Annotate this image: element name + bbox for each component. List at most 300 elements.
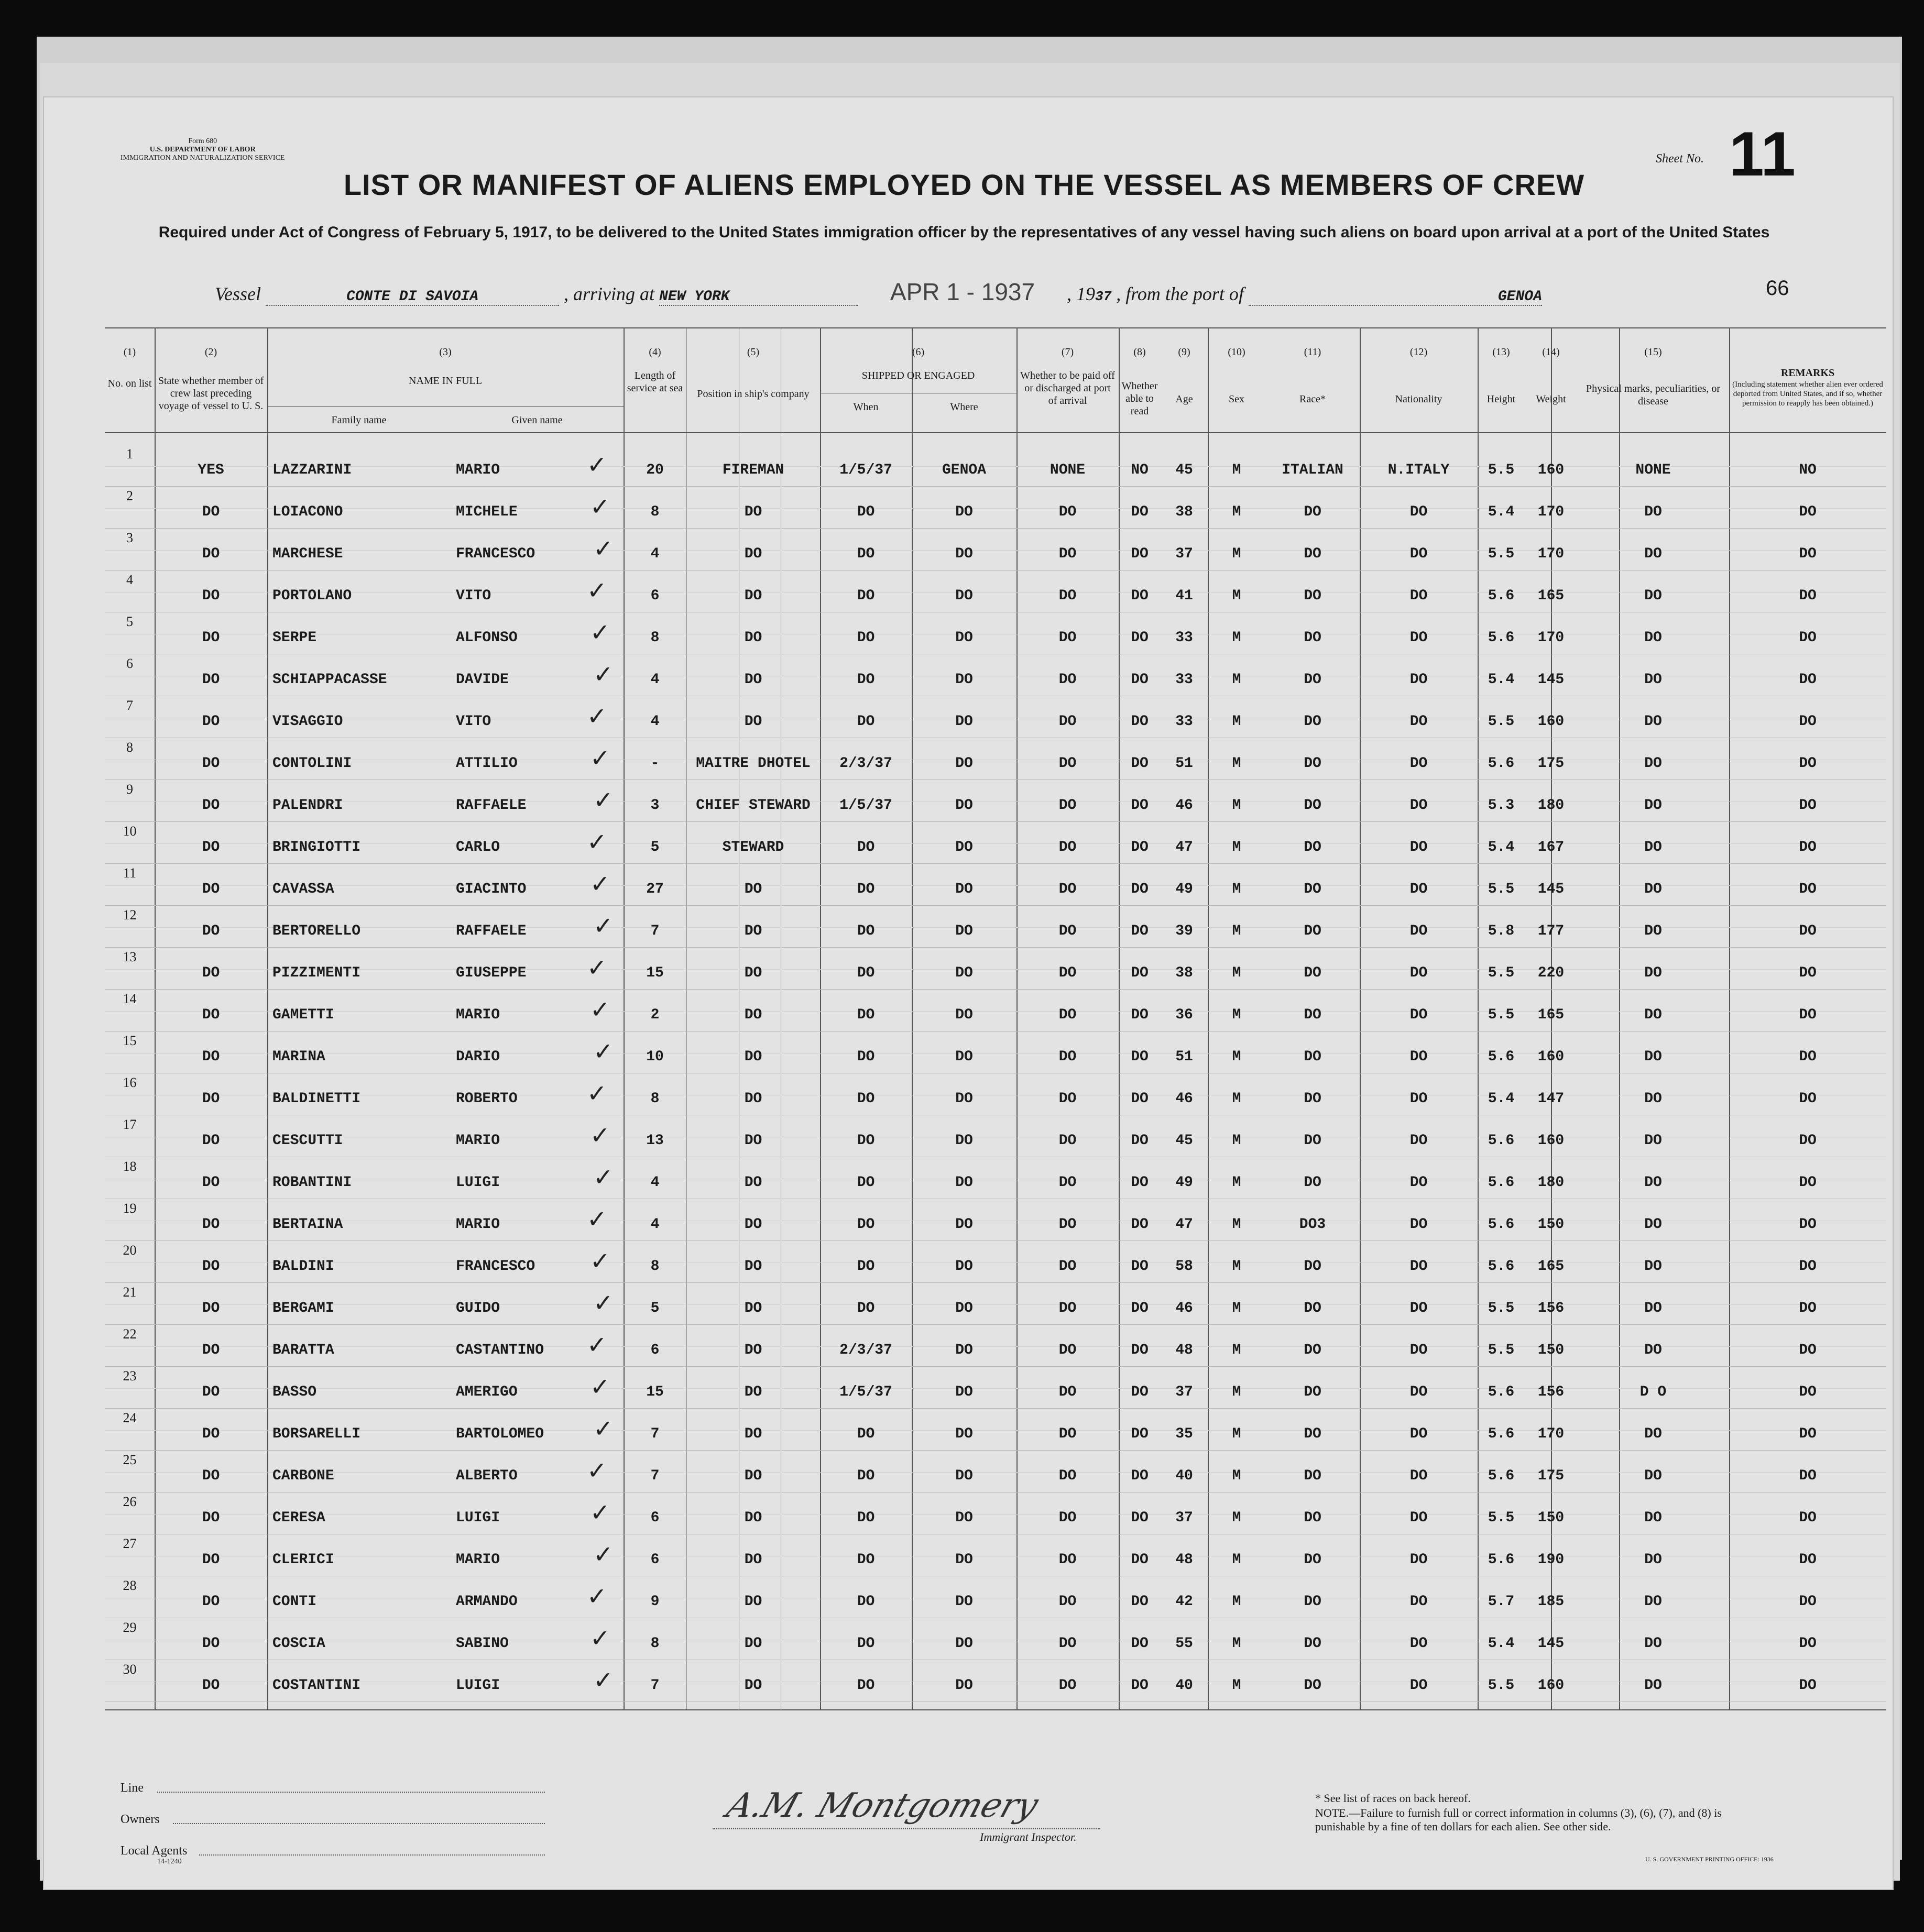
cell-prev: DO xyxy=(202,1594,220,1610)
cell-race: DO xyxy=(1304,546,1321,562)
cell-wt: 170 xyxy=(1537,630,1565,646)
cell-nat: DO xyxy=(1409,1216,1428,1233)
cell-pos: MAITRE DHOTEL xyxy=(696,755,811,772)
cell-paid: DO xyxy=(1058,1510,1077,1526)
cell-nat: DO xyxy=(1409,1091,1428,1107)
cell-rem: DO xyxy=(1799,713,1817,730)
cell-ht: 5.4 xyxy=(1488,672,1515,688)
cell-ht: 5.6 xyxy=(1488,1216,1515,1233)
cell-wt: 160 xyxy=(1537,1677,1565,1694)
header-col11-text: Race* xyxy=(1299,393,1326,405)
cell-race: ITALIAN xyxy=(1282,462,1343,478)
cell-given: VITO xyxy=(456,588,491,604)
cell-len: 7 xyxy=(650,1468,660,1484)
cell-family: LAZZARINI xyxy=(272,462,352,478)
cell-age: 49 xyxy=(1175,881,1193,897)
year-label: , 19 xyxy=(1067,283,1095,304)
check-mark-icon: ✓ xyxy=(593,1666,614,1694)
cell-age: 46 xyxy=(1175,1300,1193,1316)
cell-when: DO xyxy=(857,1594,875,1610)
cell-rem: DO xyxy=(1799,1300,1817,1316)
cell-sex: M xyxy=(1232,1594,1241,1610)
cell-paid: DO xyxy=(1058,1552,1077,1568)
cell-race: DO xyxy=(1304,839,1321,855)
cell-race: DO xyxy=(1304,1091,1321,1107)
header-col6-num: (6) xyxy=(912,346,925,358)
cell-marks: DO xyxy=(1644,965,1662,981)
row-number: 25 xyxy=(123,1452,137,1467)
cell-pos: DO xyxy=(744,881,762,897)
cell-marks: DO xyxy=(1644,588,1662,604)
cell-age: 45 xyxy=(1175,462,1193,478)
cell-prev: DO xyxy=(202,630,220,646)
cell-read: DO xyxy=(1131,546,1149,562)
cell-paid: DO xyxy=(1058,755,1077,772)
cell-wt: 170 xyxy=(1537,546,1565,562)
cell-prev: DO xyxy=(202,1468,220,1484)
cell-wt: 177 xyxy=(1537,923,1565,939)
row-number: 4 xyxy=(126,572,133,587)
cell-when: DO xyxy=(857,839,875,855)
cell-ht: 5.5 xyxy=(1488,965,1515,981)
cell-where: DO xyxy=(955,1216,973,1233)
cell-family: BALDINETTI xyxy=(272,1091,361,1107)
cell-where: DO xyxy=(955,1300,973,1316)
cell-nat: DO xyxy=(1409,1007,1428,1023)
check-mark-icon: ✓ xyxy=(593,534,614,563)
cell-rem: DO xyxy=(1799,1091,1817,1107)
header-col3-num: (3) xyxy=(439,346,452,358)
cell-wt: 180 xyxy=(1537,797,1565,814)
cell-where: DO xyxy=(955,546,973,562)
cell-sex: M xyxy=(1232,1677,1241,1694)
check-mark-icon: ✓ xyxy=(593,660,614,688)
cell-rem: NO xyxy=(1799,462,1817,478)
cell-nat: DO xyxy=(1409,1133,1428,1149)
cell-race: DO xyxy=(1304,1677,1321,1694)
cell-rem: DO xyxy=(1799,504,1817,520)
cell-wt: 145 xyxy=(1537,881,1565,897)
cell-prev: DO xyxy=(202,1007,220,1023)
cell-sex: M xyxy=(1232,588,1241,604)
cell-where: DO xyxy=(955,1635,973,1652)
cell-where: DO xyxy=(955,1007,973,1023)
cell-marks: DO xyxy=(1644,1174,1662,1191)
cell-rem: DO xyxy=(1799,1049,1817,1065)
cell-len: 6 xyxy=(650,1510,660,1526)
cell-nat: DO xyxy=(1409,1510,1428,1526)
column-rule xyxy=(267,327,268,1710)
cell-when: DO xyxy=(857,1510,875,1526)
cell-paid: DO xyxy=(1058,1049,1077,1065)
cell-when: DO xyxy=(857,1216,875,1233)
row-rule xyxy=(105,989,1886,990)
row-number: 29 xyxy=(123,1620,137,1635)
row-number: 9 xyxy=(126,782,133,797)
cell-wt: 165 xyxy=(1537,1007,1565,1023)
check-mark-icon: ✓ xyxy=(593,1414,614,1443)
header-col5-num: (5) xyxy=(747,346,760,358)
cell-ht: 5.5 xyxy=(1488,546,1515,562)
cell-pos: DO xyxy=(744,1258,762,1275)
cell-paid: DO xyxy=(1058,672,1077,688)
check-mark-icon: ✓ xyxy=(590,870,610,898)
cell-sex: M xyxy=(1232,1174,1241,1191)
cell-given: MARIO xyxy=(456,1552,500,1568)
cell-wt: 170 xyxy=(1537,1426,1565,1442)
cell-paid: DO xyxy=(1058,1133,1077,1149)
cell-race: DO xyxy=(1304,1342,1321,1358)
cell-given: MARIO xyxy=(456,462,500,478)
header-col6-when: When xyxy=(853,401,879,413)
cell-read: DO xyxy=(1131,797,1149,814)
cell-ht: 5.5 xyxy=(1488,713,1515,730)
check-mark-icon: ✓ xyxy=(590,1373,610,1401)
cell-when: DO xyxy=(857,588,875,604)
cell-ht: 5.5 xyxy=(1488,462,1515,478)
cell-sex: M xyxy=(1232,1300,1241,1316)
cell-where: DO xyxy=(955,1091,973,1107)
sheet-number: 11 xyxy=(1729,119,1796,189)
cell-paid: DO xyxy=(1058,504,1077,520)
cell-ht: 5.4 xyxy=(1488,1091,1515,1107)
cell-when: DO xyxy=(857,713,875,730)
cell-age: 38 xyxy=(1175,965,1193,981)
cell-ht: 5.6 xyxy=(1488,1384,1515,1400)
cell-race: DO xyxy=(1304,797,1321,814)
cell-age: 55 xyxy=(1175,1635,1193,1652)
cell-nat: DO xyxy=(1409,1594,1428,1610)
penalty-note: NOTE.—Failure to furnish full or correct information in columns (3), (6), (7), and (8) is punishable by a fine of ten dollars for each alien. See other side. xyxy=(1315,1806,1722,1833)
cell-given: FRANCESCO xyxy=(456,1258,535,1275)
cell-sex: M xyxy=(1232,1552,1241,1568)
cell-marks: DO xyxy=(1644,1258,1662,1275)
cell-len: 20 xyxy=(646,462,664,478)
cell-family: CARBONE xyxy=(272,1468,334,1484)
cell-pos: DO xyxy=(744,1677,762,1694)
cell-nat: DO xyxy=(1409,797,1428,814)
cell-rem: DO xyxy=(1799,881,1817,897)
cell-prev: DO xyxy=(202,1300,220,1316)
cell-family: LOIACONO xyxy=(272,504,343,520)
cell-rem: DO xyxy=(1799,1510,1817,1526)
cell-pos: DO xyxy=(744,1468,762,1484)
cell-where: DO xyxy=(955,1510,973,1526)
cell-ht: 5.5 xyxy=(1488,1007,1515,1023)
cell-when: DO xyxy=(857,1174,875,1191)
cell-len: - xyxy=(650,755,660,772)
cell-when: DO xyxy=(857,1677,875,1694)
cell-age: 58 xyxy=(1175,1258,1193,1275)
cell-age: 33 xyxy=(1175,630,1193,646)
cell-sex: M xyxy=(1232,1091,1241,1107)
cell-rem: DO xyxy=(1799,1216,1817,1233)
cell-paid: DO xyxy=(1058,1007,1077,1023)
cell-marks: DO xyxy=(1644,672,1662,688)
cell-marks: DO xyxy=(1644,1300,1662,1316)
cell-family: BALDINI xyxy=(272,1258,334,1275)
cell-rem: DO xyxy=(1799,1342,1817,1358)
cell-when: DO xyxy=(857,1635,875,1652)
cell-len: 4 xyxy=(650,713,660,730)
document-subtitle: Required under Act of Congress of February 5, 1917, to be delivered to the United States immigration officer by the representatives of any vessel having such aliens on board upon arrival at a port of the United States xyxy=(158,224,1770,241)
cell-sex: M xyxy=(1232,839,1241,855)
cell-sex: M xyxy=(1232,1133,1241,1149)
cell-family: BORSARELLI xyxy=(272,1426,361,1442)
cell-ht: 5.7 xyxy=(1488,1594,1515,1610)
cell-wt: 220 xyxy=(1537,965,1565,981)
cell-read: DO xyxy=(1131,630,1149,646)
cell-sex: M xyxy=(1232,1635,1241,1652)
cell-given: AMERIGO xyxy=(456,1384,518,1400)
cell-age: 36 xyxy=(1175,1007,1193,1023)
cell-given: FRANCESCO xyxy=(456,546,535,562)
page-note: 66 xyxy=(1766,277,1789,300)
cell-paid: DO xyxy=(1058,1426,1077,1442)
cell-ht: 5.5 xyxy=(1488,1510,1515,1526)
cell-read: DO xyxy=(1131,1426,1149,1442)
cell-rem: DO xyxy=(1799,1007,1817,1023)
cell-where: DO xyxy=(955,630,973,646)
cell-paid: DO xyxy=(1058,1174,1077,1191)
cell-ht: 5.5 xyxy=(1488,1342,1515,1358)
cell-read: DO xyxy=(1131,504,1149,520)
cell-given: ATTILIO xyxy=(456,755,518,772)
row-number: 6 xyxy=(126,656,133,671)
cell-nat: DO xyxy=(1409,588,1428,604)
form-tag xyxy=(121,137,285,162)
from-port-label: , from the port of xyxy=(1116,283,1244,304)
cell-pos: DO xyxy=(744,588,762,604)
cell-where: DO xyxy=(955,1049,973,1065)
cell-age: 40 xyxy=(1175,1468,1193,1484)
cell-sex: M xyxy=(1232,1384,1241,1400)
form-department: U.S. DEPARTMENT OF LABOR xyxy=(149,146,256,153)
cell-read: DO xyxy=(1131,1677,1149,1694)
cell-family: SERPE xyxy=(272,630,317,646)
cell-marks: DO xyxy=(1644,504,1662,520)
cell-pos: DO xyxy=(744,965,762,981)
cell-prev: DO xyxy=(202,1552,220,1568)
cell-family: COSCIA xyxy=(272,1635,325,1652)
check-mark-icon: ✓ xyxy=(587,1456,607,1485)
header-col9-text: Age xyxy=(1175,393,1193,405)
cell-ht: 5.6 xyxy=(1488,588,1515,604)
cell-wt: 175 xyxy=(1537,755,1565,772)
cell-read: DO xyxy=(1131,1300,1149,1316)
cell-marks: DO xyxy=(1644,1049,1662,1065)
header-col15-text: Physical marks, peculiarities, or disease xyxy=(1586,383,1721,407)
cell-age: 51 xyxy=(1175,755,1193,772)
cell-race: DO xyxy=(1304,1174,1321,1191)
cell-prev: DO xyxy=(202,1342,220,1358)
cell-paid: DO xyxy=(1058,1635,1077,1652)
form-number: Form 680 xyxy=(188,137,217,145)
cell-pos: DO xyxy=(744,923,762,939)
header-remarks-text: (Including statement whether alien ever ordered deported from United States, and if so, whether permission to reapply has been obtained.) xyxy=(1732,380,1883,408)
cell-rem: DO xyxy=(1799,588,1817,604)
cell-pos: DO xyxy=(744,1300,762,1316)
cell-sex: M xyxy=(1232,965,1241,981)
cell-ht: 5.4 xyxy=(1488,1635,1515,1652)
cell-given: MICHELE xyxy=(456,504,518,520)
cell-len: 13 xyxy=(646,1133,664,1149)
cell-prev: DO xyxy=(202,1216,220,1233)
cell-marks: DO xyxy=(1644,1133,1662,1149)
cell-ht: 5.6 xyxy=(1488,1468,1515,1484)
cell-race: DO xyxy=(1304,1426,1321,1442)
cell-len: 15 xyxy=(646,965,664,981)
cell-where: GENOA xyxy=(942,462,986,478)
cell-prev: DO xyxy=(202,839,220,855)
cell-wt: 150 xyxy=(1537,1342,1565,1358)
cell-sex: M xyxy=(1232,797,1241,814)
cell-family: CLERICI xyxy=(272,1552,334,1568)
cell-given: LUIGI xyxy=(456,1510,500,1526)
check-mark-icon: ✓ xyxy=(587,1079,607,1107)
header-col12-num: (12) xyxy=(1409,346,1428,358)
cell-when: DO xyxy=(857,1300,875,1316)
cell-when: DO xyxy=(857,1091,875,1107)
cell-when: DO xyxy=(857,1049,875,1065)
cell-where: DO xyxy=(955,881,973,897)
cell-paid: DO xyxy=(1058,1216,1077,1233)
cell-paid: DO xyxy=(1058,588,1077,604)
cell-rem: DO xyxy=(1799,1133,1817,1149)
cell-race: DO xyxy=(1304,1049,1321,1065)
cell-age: 45 xyxy=(1175,1133,1193,1149)
cell-pos: DO xyxy=(744,1342,762,1358)
row-rule xyxy=(105,905,1886,906)
cell-family: SCHIAPPACASSE xyxy=(272,672,387,688)
cell-when: DO xyxy=(857,881,875,897)
cell-prev: YES xyxy=(198,462,224,478)
cell-family: ROBANTINI xyxy=(272,1174,352,1191)
cell-age: 35 xyxy=(1175,1426,1193,1442)
cell-race: DO xyxy=(1304,1007,1321,1023)
cell-len: 8 xyxy=(650,1258,660,1275)
cell-age: 33 xyxy=(1175,713,1193,730)
cell-given: GIUSEPPE xyxy=(456,965,527,981)
cell-read: DO xyxy=(1131,755,1149,772)
cell-where: DO xyxy=(955,1677,973,1694)
check-mark-icon: ✓ xyxy=(590,1121,610,1149)
cell-marks: DO xyxy=(1644,881,1662,897)
cell-read: DO xyxy=(1131,1552,1149,1568)
header-col3-text: NAME IN FULL xyxy=(409,375,482,387)
departure-port: GENOA xyxy=(1249,289,1542,306)
cell-sex: M xyxy=(1232,1258,1241,1275)
vessel-name: CONTE DI SAVOIA xyxy=(266,289,559,306)
cell-pos: DO xyxy=(744,1552,762,1568)
header-col13-num: (13) xyxy=(1492,346,1510,358)
cell-age: 41 xyxy=(1175,588,1193,604)
cell-ht: 5.6 xyxy=(1488,1049,1515,1065)
cell-race: DO xyxy=(1304,1468,1321,1484)
local-agents-field xyxy=(199,1854,545,1856)
cell-wt: 170 xyxy=(1537,504,1565,520)
cell-wt: 150 xyxy=(1537,1510,1565,1526)
cell-read: DO xyxy=(1131,965,1149,981)
cell-paid: DO xyxy=(1058,1091,1077,1107)
header-col13-text: Height xyxy=(1486,393,1516,405)
cell-prev: DO xyxy=(202,1510,220,1526)
cell-nat: DO xyxy=(1409,839,1428,855)
cell-prev: DO xyxy=(202,923,220,939)
row-rule xyxy=(105,821,1886,822)
header-col9-num: (9) xyxy=(1178,346,1190,358)
check-mark-icon: ✓ xyxy=(593,786,614,814)
cell-paid: DO xyxy=(1058,923,1077,939)
cell-rem: DO xyxy=(1799,672,1817,688)
cell-given: ARMANDO xyxy=(456,1594,518,1610)
cell-where: DO xyxy=(955,1594,973,1610)
row-number: 8 xyxy=(126,740,133,755)
check-mark-icon: ✓ xyxy=(587,953,607,982)
cell-marks: DO xyxy=(1644,923,1662,939)
cell-paid: DO xyxy=(1058,965,1077,981)
cell-len: 2 xyxy=(650,1007,660,1023)
cell-read: DO xyxy=(1131,1635,1149,1652)
cell-nat: DO xyxy=(1409,546,1428,562)
cell-age: 38 xyxy=(1175,504,1193,520)
cell-where: DO xyxy=(955,713,973,730)
cell-read: DO xyxy=(1131,1216,1149,1233)
cell-sex: M xyxy=(1232,1216,1241,1233)
cell-race: DO xyxy=(1304,1133,1321,1149)
cell-sex: M xyxy=(1232,630,1241,646)
header-col6-where: Where xyxy=(950,401,978,413)
cell-len: 6 xyxy=(650,588,660,604)
cell-age: 47 xyxy=(1175,1216,1193,1233)
printer-note: U. S. GOVERNMENT PRINTING OFFICE: 1936 xyxy=(1645,1856,1774,1863)
cell-age: 33 xyxy=(1175,672,1193,688)
cell-len: 8 xyxy=(650,504,660,520)
cell-nat: DO xyxy=(1409,1342,1428,1358)
cell-family: BERGAMI xyxy=(272,1300,334,1316)
row-rule xyxy=(105,863,1886,864)
cell-sex: M xyxy=(1232,755,1241,772)
check-mark-icon: ✓ xyxy=(587,1582,607,1610)
cell-where: DO xyxy=(955,1468,973,1484)
cell-given: BARTOLOMEO xyxy=(456,1426,544,1442)
cell-read: DO xyxy=(1131,839,1149,855)
cell-age: 48 xyxy=(1175,1552,1193,1568)
cell-len: 5 xyxy=(650,1300,660,1316)
cell-rem: DO xyxy=(1799,755,1817,772)
cell-wt: 150 xyxy=(1537,1216,1565,1233)
cell-prev: DO xyxy=(202,797,220,814)
cell-wt: 180 xyxy=(1537,1174,1565,1191)
cell-sex: M xyxy=(1232,1468,1241,1484)
form-service: IMMIGRATION AND NATURALIZATION SERVICE xyxy=(121,154,285,162)
cell-ht: 5.6 xyxy=(1488,1133,1515,1149)
cell-family: GAMETTI xyxy=(272,1007,334,1023)
cell-when: DO xyxy=(857,1133,875,1149)
cell-paid: DO xyxy=(1058,1258,1077,1275)
crew-table xyxy=(105,327,1886,1710)
header-top-rule xyxy=(105,327,1886,328)
document-title: LIST OR MANIFEST OF ALIENS EMPLOYED ON THE VESSEL AS MEMBERS OF CREW xyxy=(343,168,1585,201)
cell-race: DO xyxy=(1304,672,1321,688)
cell-wt: 160 xyxy=(1537,713,1565,730)
cell-prev: DO xyxy=(202,881,220,897)
cell-family: CONTOLINI xyxy=(272,755,352,772)
cell-sex: M xyxy=(1232,462,1241,478)
row-number: 14 xyxy=(123,991,137,1006)
cell-when: DO xyxy=(857,504,875,520)
header-col14-text: Weight xyxy=(1536,393,1566,405)
